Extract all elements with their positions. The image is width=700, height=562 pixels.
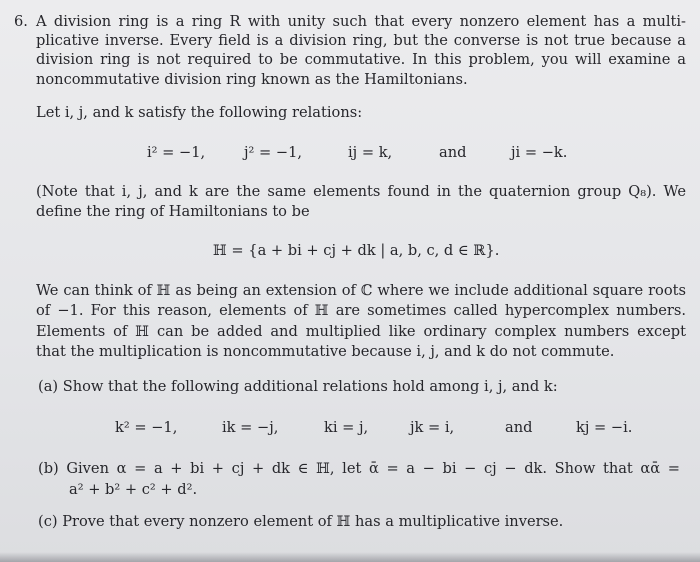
problem-number: 6. xyxy=(14,13,28,30)
relation-i-squared: i² = −1, xyxy=(147,144,206,161)
body-line-4: that the multiplication is noncommutative because i, j, and k do not commute. xyxy=(36,343,615,360)
relation-jk: jk = i, xyxy=(410,419,455,436)
body-line-3: Elements of ℍ can be added and multiplied like ordinary complex numbers except xyxy=(36,323,686,340)
body-line-2: of −1. For this reason, elements of ℍ are sometimes called hypercomplex numbers. xyxy=(36,302,686,319)
relation-ij: ij = k, xyxy=(348,144,393,161)
body-line-1: We can think of ℍ as being an extension of ℂ where we include additional square roots xyxy=(36,282,686,299)
relation-k-squared: k² = −1, xyxy=(115,419,178,436)
relation-j-squared: j² = −1, xyxy=(244,144,303,161)
intro-line-4: noncommutative division ring known as the Hamiltonians. xyxy=(36,71,468,88)
note-line-1: (Note that i, j, and k are the same elements found in the quaternion group Q₈). We xyxy=(36,183,686,200)
relation-and-2: and xyxy=(505,419,533,436)
relation-ik: ik = −j, xyxy=(222,419,279,436)
relation-and-1: and xyxy=(439,144,467,161)
let-line: Let i, j, and k satisfy the following relations: xyxy=(36,104,363,121)
part-b-line-2: a² + b² + c² + d². xyxy=(69,481,198,498)
relation-ki: ki = j, xyxy=(324,419,369,436)
hamiltonians-definition: ℍ = {a + bi + cj + dk | a, b, c, d ∈ ℝ}. xyxy=(213,242,500,259)
part-b-line-1: (b) Given α = a + bi + cj + dk ∈ ℍ, let ᾱ = a − bi − cj − dk. Show that αᾱ = xyxy=(38,460,680,477)
relation-ji: ji = −k. xyxy=(511,144,568,161)
part-a: (a) Show that the following additional relations hold among i, j, and k: xyxy=(38,378,558,395)
part-c: (c) Prove that every nonzero element of ℍ has a multiplicative inverse. xyxy=(38,513,564,530)
note-line-2: define the ring of Hamiltonians to be xyxy=(36,203,310,220)
intro-line-1: A division ring is a ring R with unity such that every nonzero element has a multi- xyxy=(36,13,686,30)
intro-line-3: division ring is not required to be commutative. In this problem, you will examine a xyxy=(36,51,686,68)
relation-kj: kj = −i. xyxy=(576,419,633,436)
intro-line-2: plicative inverse. Every field is a division ring, but the converse is not true because a xyxy=(36,32,686,49)
